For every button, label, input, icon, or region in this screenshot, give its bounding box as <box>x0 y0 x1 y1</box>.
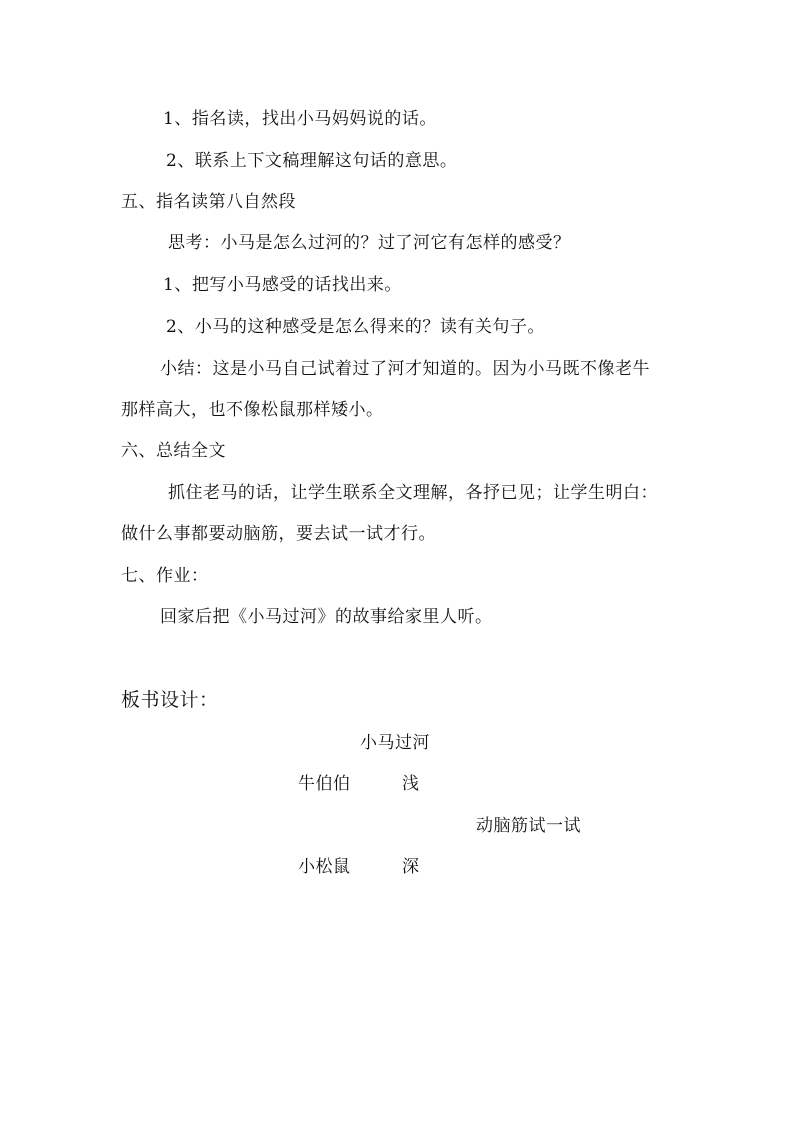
board-row2-right: 深 <box>402 857 420 877</box>
board-row1-right: 浅 <box>402 774 420 794</box>
section5-item2: 2、小马的这种感受是怎么得来的？读有关句子。 <box>166 317 545 337</box>
section5-summary-line2: 那样高大，也不像松鼠那样矮小。 <box>121 400 384 420</box>
section6-line1: 抓住老马的话，让学生联系全文理解，各抒已见；让学生明白： <box>168 483 658 503</box>
board-heading: 板书设计： <box>121 689 219 711</box>
section4-item2: 2、联系上下文稿理解这句话的意思。 <box>166 151 458 171</box>
board-row1-left: 牛伯伯 <box>298 774 351 794</box>
section5-question: 思考：小马是怎么过河的？过了河它有怎样的感受？ <box>168 233 571 253</box>
section6-heading: 六、总结全文 <box>121 441 226 461</box>
section5-summary-line1: 小结：这是小马自己试着过了河才知道的。因为小马既不像老牛 <box>160 359 650 379</box>
section7-heading: 七、作业： <box>121 566 209 586</box>
board-middle: 动脑筋试一试 <box>476 816 581 836</box>
section7-line1: 回家后把《小马过河》的故事给家里人听。 <box>160 607 493 627</box>
section6-line2: 做什么事都要动脑筋，要去试一试才行。 <box>121 524 436 544</box>
section4-item1: 1、指名读，找出小马妈妈说的话。 <box>163 109 437 129</box>
board-title: 小马过河 <box>360 733 430 753</box>
section5-heading: 五、指名读第八自然段 <box>121 192 296 212</box>
board-row2-left: 小松鼠 <box>298 857 351 877</box>
section5-item1: 1、把写小马感受的话找出来。 <box>163 275 402 295</box>
